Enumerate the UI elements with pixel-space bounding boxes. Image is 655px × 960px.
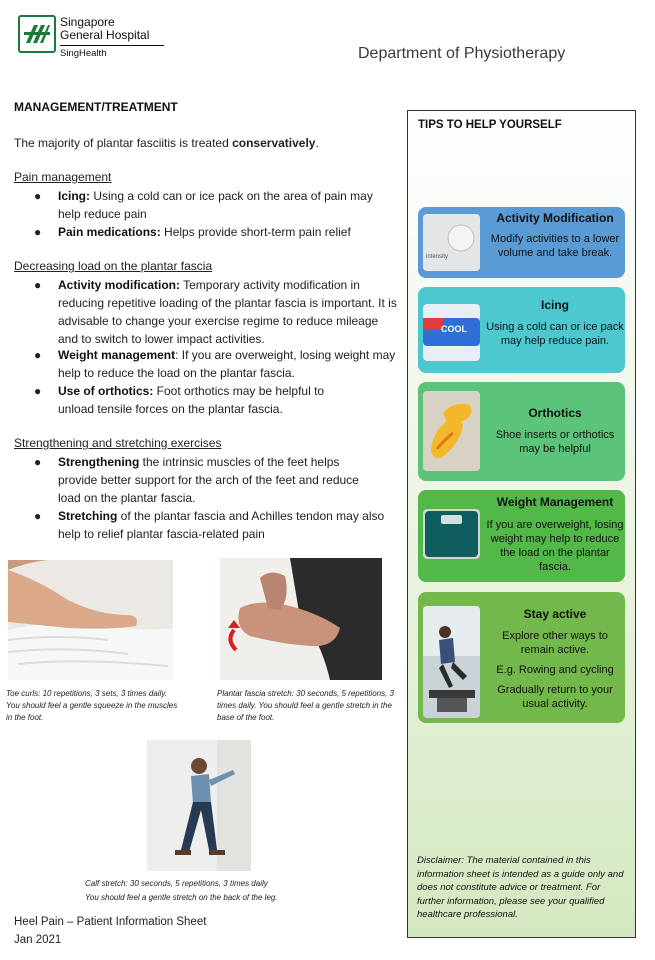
section-title-load: Decreasing load on the plantar fascia bbox=[14, 259, 213, 273]
footer-date: Jan 2021 bbox=[14, 934, 62, 946]
list-item bbox=[14, 382, 358, 418]
item-text: Helps provide short-term pain relief bbox=[160, 225, 351, 239]
item-bold: Weight management bbox=[58, 348, 176, 362]
cycling-icon bbox=[423, 606, 480, 718]
calf-stretch-photo bbox=[147, 740, 251, 871]
tips-panel bbox=[407, 110, 636, 938]
shoe-insert-icon bbox=[423, 391, 480, 471]
tip-card-stay-active bbox=[418, 592, 625, 723]
card-title: Activity Modification bbox=[496, 211, 614, 225]
item-bold: Icing: bbox=[58, 189, 90, 203]
card-body: Shoe inserts or orthotics may be helpful bbox=[495, 429, 615, 455]
item-text: Foot orthotics may be helpful to unload tensile forces on the plantar fascia. bbox=[58, 384, 325, 416]
card-body: If you are overweight, losing weight may help to reduce the load on the plantar fascia. bbox=[486, 519, 624, 573]
tip-card-weight bbox=[418, 490, 625, 582]
cool-text: COOL bbox=[441, 324, 467, 334]
calf-caption-line-2: You should feel a gentle stretch on the back of the leg. bbox=[85, 893, 278, 902]
card-title: Orthotics bbox=[528, 406, 582, 420]
section-title-pain: Pain management bbox=[14, 170, 112, 184]
page-heading: MANAGEMENT/TREATMENT bbox=[14, 100, 178, 114]
item-bold: Stretching bbox=[58, 509, 118, 523]
disclaimer: Disclaimer: The material contained in this information sheet is intended as a guide only and does not constitute advice or treatment. For further information, please see your qualified healthcare professional. bbox=[417, 855, 624, 920]
item-text: the intrinsic muscles of the feet helps provide better support for the arch of the feet and reduce load on the plantar fascia. bbox=[58, 455, 359, 505]
bullet-icon: ● bbox=[34, 384, 42, 398]
item-bold: Strengthening bbox=[58, 455, 140, 469]
card-title: Icing bbox=[540, 298, 569, 312]
item-text: : If you are overweight, losing weight may help to reduce the load on the plantar fascia. bbox=[58, 348, 396, 380]
calf-caption-line-1: Calf stretch: 30 seconds, 5 repetitions, 3 times daily bbox=[85, 879, 268, 888]
toe-curls-caption: Toe curls: 10 repetitions, 3 sets, 3 times daily. You should feel a gentle squeeze in the muscles in the foot. bbox=[6, 689, 178, 722]
item-text: Using a cold can or ice pack on the area of pain may help reduce pain bbox=[58, 189, 373, 221]
list-item bbox=[14, 223, 398, 241]
item-text: of the plantar fascia and Achilles tendon may also help to relief plantar fascia-related pain bbox=[58, 509, 385, 541]
plantar-stretch-photo bbox=[220, 558, 382, 680]
toe-curls-photo bbox=[8, 560, 173, 680]
card-title: Weight Management bbox=[496, 495, 614, 509]
item-bold: Use of orthotics: bbox=[58, 384, 154, 398]
item-text: Temporary activity modification in reducing repetitive loading of the plantar fascia is important. It is advisable to change your exercise regime to reduce mileage and to switch to lower impact activities. bbox=[58, 278, 397, 346]
tip-card-orthotics bbox=[418, 382, 625, 481]
logo-line-1: Singapore bbox=[60, 15, 115, 29]
intro-prefix: The majority of plantar fasciitis is treated bbox=[14, 136, 233, 150]
list-item bbox=[14, 187, 398, 223]
intro-text bbox=[14, 134, 319, 152]
card-body-2: E.g. Rowing and cycling bbox=[496, 664, 614, 676]
bullet-icon: ● bbox=[34, 509, 42, 523]
footer-title: Heel Pain – Patient Information Sheet bbox=[14, 916, 207, 928]
bullet-icon: ● bbox=[34, 348, 42, 362]
list-item bbox=[14, 453, 378, 507]
bullet-icon: ● bbox=[34, 455, 42, 469]
card-title: Stay active bbox=[523, 607, 587, 621]
list-item bbox=[14, 276, 400, 348]
card-body: Using a cold can or ice pack may help reduce pain. bbox=[486, 321, 624, 347]
bullet-icon: ● bbox=[34, 278, 42, 292]
hospital-logo bbox=[18, 15, 158, 65]
list-item bbox=[14, 346, 400, 382]
department-title: Department of Physiotherapy bbox=[358, 45, 566, 62]
scale-icon bbox=[423, 509, 480, 559]
plantar-stretch-caption: Plantar fascia stretch: 30 seconds, 5 repetitions, 3 times daily. You should feel a gentle stretch in the base of the foot. bbox=[217, 689, 394, 722]
card-body-3: Gradually return to your usual activity. bbox=[497, 684, 613, 710]
logo-line-2: General Hospital bbox=[60, 28, 150, 42]
bullet-icon: ● bbox=[34, 189, 42, 203]
tip-card-activity bbox=[418, 207, 625, 278]
section-title-exercises: Strengthening and stretching exercises bbox=[14, 436, 222, 450]
item-bold: Pain medications: bbox=[58, 225, 161, 239]
logo-rule bbox=[60, 45, 164, 46]
activity-dial-icon bbox=[423, 214, 480, 271]
tips-title: TIPS TO HELP YOURSELF bbox=[418, 119, 562, 131]
cold-pack-icon bbox=[423, 304, 480, 361]
intensity-text: intensity bbox=[426, 254, 449, 260]
card-body-1: Explore other ways to remain active. bbox=[502, 630, 608, 656]
bullet-icon: ● bbox=[34, 225, 42, 239]
card-body: Modify activities to a lower volume and take break. bbox=[490, 233, 620, 259]
intro-suffix: . bbox=[315, 136, 319, 150]
list-item bbox=[14, 507, 388, 543]
tip-card-icing bbox=[418, 287, 625, 373]
intro-bold: conservatively bbox=[232, 136, 316, 150]
logo-line-3: SingHealth bbox=[60, 48, 107, 59]
sgh-logo-icon bbox=[18, 15, 56, 53]
item-bold: Activity modification: bbox=[58, 278, 181, 292]
